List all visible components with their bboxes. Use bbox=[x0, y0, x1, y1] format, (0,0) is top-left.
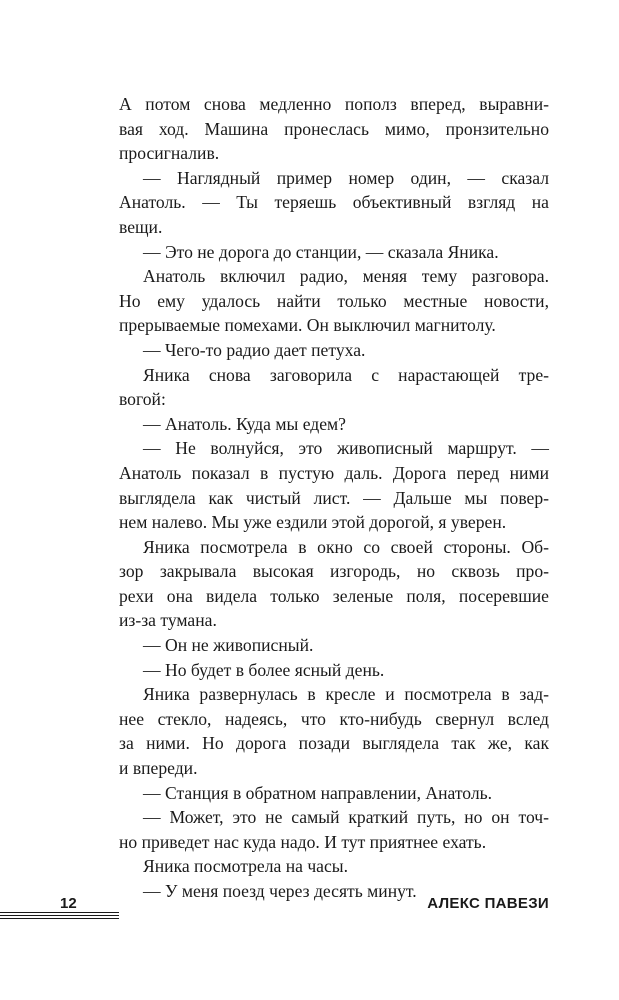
text-line: нем налево. Мы уже ездили этой дорогой, я уверен. bbox=[119, 512, 507, 533]
running-header-author: АЛЕКС ПАВЕЗИ bbox=[427, 895, 549, 912]
text-line: Яника снова заговорила с нарастающей тре- bbox=[143, 364, 549, 385]
text-line: — Это не дорога до станции, — сказала Яника. bbox=[143, 241, 499, 262]
text-line: — Наглядный пример номер один, — сказал bbox=[143, 167, 549, 188]
text-line: Анатоль. — Ты теряешь объективный взгляд на bbox=[119, 192, 549, 213]
text-line: и впереди. bbox=[119, 758, 198, 779]
text-line: — Но будет в более ясный день. bbox=[143, 659, 385, 680]
text-line: просигналив. bbox=[119, 143, 220, 164]
text-line: вещи. bbox=[119, 216, 163, 237]
text-line: — Может, это не самый краткий путь, но он точ- bbox=[143, 807, 549, 828]
text-line: из-за тумана. bbox=[119, 610, 217, 631]
text-line: выглядела как чистый лист. — Дальше мы повер- bbox=[119, 487, 549, 508]
text-line: Анатоль показал в пустую даль. Дорога перед ними bbox=[119, 462, 549, 483]
text-line: нее стекло, надеясь, что кто-нибудь свернул вслед bbox=[119, 708, 549, 729]
text-line: рехи она видела только зеленые поля, посеревшие bbox=[119, 585, 549, 606]
text-line: за ними. Но дорога позади выглядела так же, как bbox=[119, 733, 549, 754]
text-line: А потом снова медленно пополз вперед, выравни- bbox=[119, 94, 549, 114]
text-line: Яника посмотрела на часы. bbox=[143, 856, 349, 877]
text-line: Но ему удалось найти только местные новости, bbox=[119, 290, 549, 311]
text-line: — Не волнуйся, это живописный маршрут. — bbox=[143, 438, 549, 459]
text-line: вая ход. Машина пронеслась мимо, пронзительно bbox=[119, 118, 549, 139]
text-line: — У меня поезд через десять минут. bbox=[143, 881, 417, 901]
footer-rule bbox=[0, 912, 119, 921]
page-number: 12 bbox=[60, 895, 77, 912]
text-line: — Чего-то радио дает петуха. bbox=[143, 339, 366, 360]
text-line: Анатоль включил радио, меняя тему разговора. bbox=[143, 266, 549, 287]
text-line: — Станция в обратном направлении, Анатоль. bbox=[143, 782, 493, 803]
text-line: вогой: bbox=[119, 389, 166, 410]
text-line: — Анатоль. Куда мы едем? bbox=[143, 413, 346, 434]
text-line: прерываемые помехами. Он выключил магнитолу. bbox=[119, 315, 496, 336]
text-line: — Он не живописный. bbox=[143, 635, 314, 656]
text-line: Яника посмотрела в окно со своей стороны. Об- bbox=[143, 536, 549, 557]
text-line: Яника развернулась в кресле и посмотрела в зад- bbox=[143, 684, 549, 705]
body-text bbox=[119, 92, 549, 904]
text-line: зор закрывала высокая изгородь, но сквозь про- bbox=[119, 561, 549, 582]
text-line: но приведет нас куда надо. И тут приятнее ехать. bbox=[119, 831, 487, 852]
